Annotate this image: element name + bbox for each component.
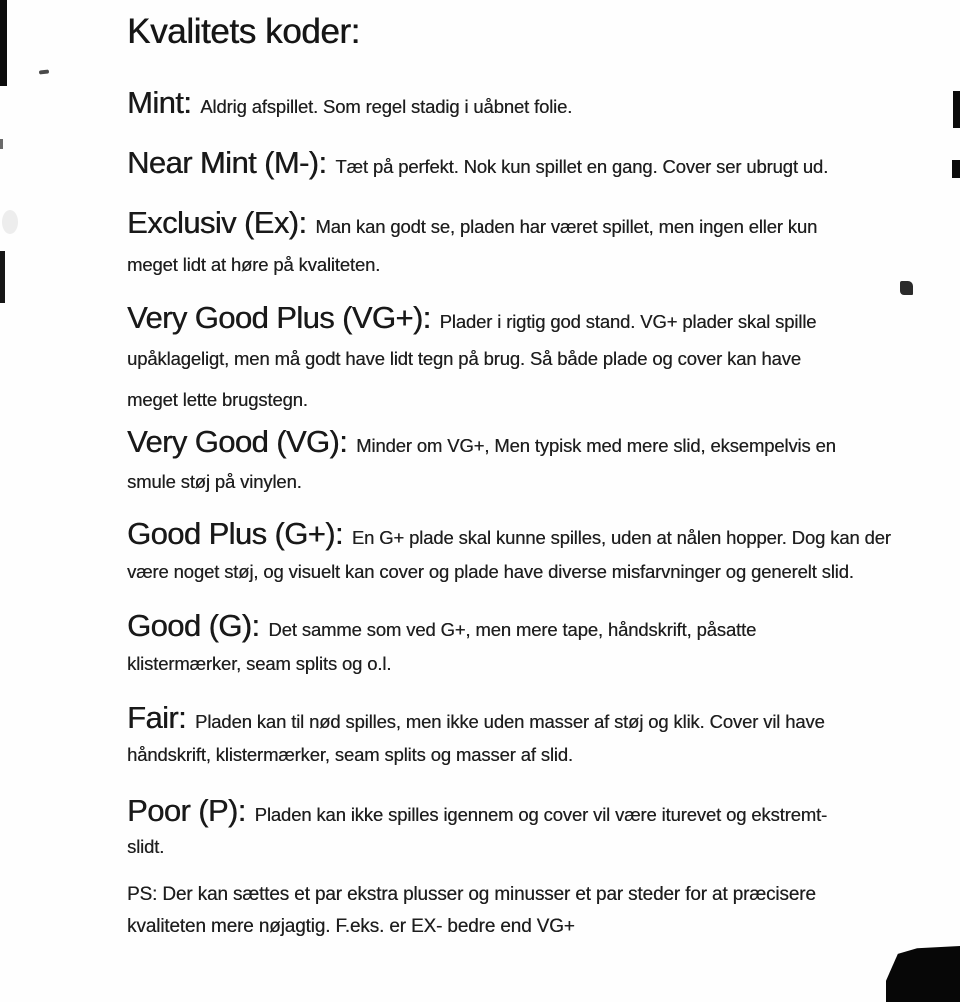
grade-entry-mint [127,87,572,118]
scan-artifact-right-edge-mark [952,160,960,178]
grade-label: Fair: [127,700,187,735]
grade-desc-line: Pladen kan ikke spilles igennem og cover vil være iturevet og ekstremt- [254,804,828,825]
grade-desc-line: Det samme som ved G+, men mere tape, håndskrift, påsatte [268,619,757,640]
scan-artifact-left-tick [0,139,3,149]
grade-entry-exclusiv [127,207,817,238]
grade-entry-very-good-plus [127,302,816,333]
grade-desc-line: Plader i rigtig god stand. VG+ plader skal spille [439,311,817,332]
grade-entry-good-plus [127,518,891,549]
grade-label: Good (G): [127,608,260,643]
grade-desc-line: meget lette brugstegn. [127,389,308,410]
grade-desc-line: smule støj på vinylen. [127,471,302,492]
grade-desc-line: slidt. [127,836,165,857]
grade-desc-line: En G+ plade skal kunne spilles, uden at nålen hopper. Dog kan der [351,527,891,548]
scan-artifact-smudge [2,210,18,234]
grade-desc-line: upåklageligt, men må godt have lidt tegn på brug. Så både plade og cover kan have [127,348,801,369]
footnote-line: kvaliteten mere nøjagtig. F.eks. er EX- bedre end VG+ [127,916,575,937]
scan-artifact-dash [39,69,49,74]
grade-desc-line: være noget støj, og visuelt kan cover og plade have diverse misfarvninger og generelt slid. [127,561,854,582]
grade-desc-line: Minder om VG+, Men typisk med mere slid, eksempelvis en [356,435,836,456]
grade-label: Very Good Plus (VG+): [127,300,431,335]
scan-artifact-left-edge-bar [0,0,7,86]
scan-artifact-left-edge-mark [0,251,5,303]
grade-label: Exclusiv (Ex): [127,205,307,240]
scan-artifact-corner-bar [886,946,960,1002]
grade-label: Poor (P): [127,793,246,828]
grade-entry-good [127,610,756,641]
grade-label: Mint: [127,85,192,120]
grade-label: Very Good (VG): [127,424,348,459]
grade-desc-line: Pladen kan til nød spilles, men ikke uden masser af støj og klik. Cover vil have [195,711,825,732]
grade-entry-very-good [127,426,836,457]
grade-entry-fair [127,702,825,733]
page-title: Kvalitets koder: [127,12,360,51]
grade-entry-near-mint [127,147,828,178]
scan-artifact-right-edge-mark [953,91,960,128]
grade-label: Near Mint (M-): [127,145,327,180]
grade-desc-line: klistermærker, seam splits og o.l. [127,653,392,674]
grade-desc-line: Aldrig afspillet. Som regel stadig i uåbnet folie. [200,96,573,117]
grade-desc-line: Tæt på perfekt. Nok kun spillet en gang. Cover ser ubrugt ud. [335,156,829,177]
grade-label: Good Plus (G+): [127,516,343,551]
grade-desc-line: Man kan godt se, pladen har været spillet, men ingen eller kun [315,216,818,237]
grade-desc-line: håndskrift, klistermærker, seam splits og masser af slid. [127,744,573,765]
footnote-line: PS: Der kan sættes et par ekstra plusser og minusser et par steder for at præcisere [127,884,816,905]
scan-artifact-blob [900,281,913,295]
grade-entry-poor [127,795,827,826]
grade-desc-line: meget lidt at høre på kvaliteten. [127,254,381,275]
